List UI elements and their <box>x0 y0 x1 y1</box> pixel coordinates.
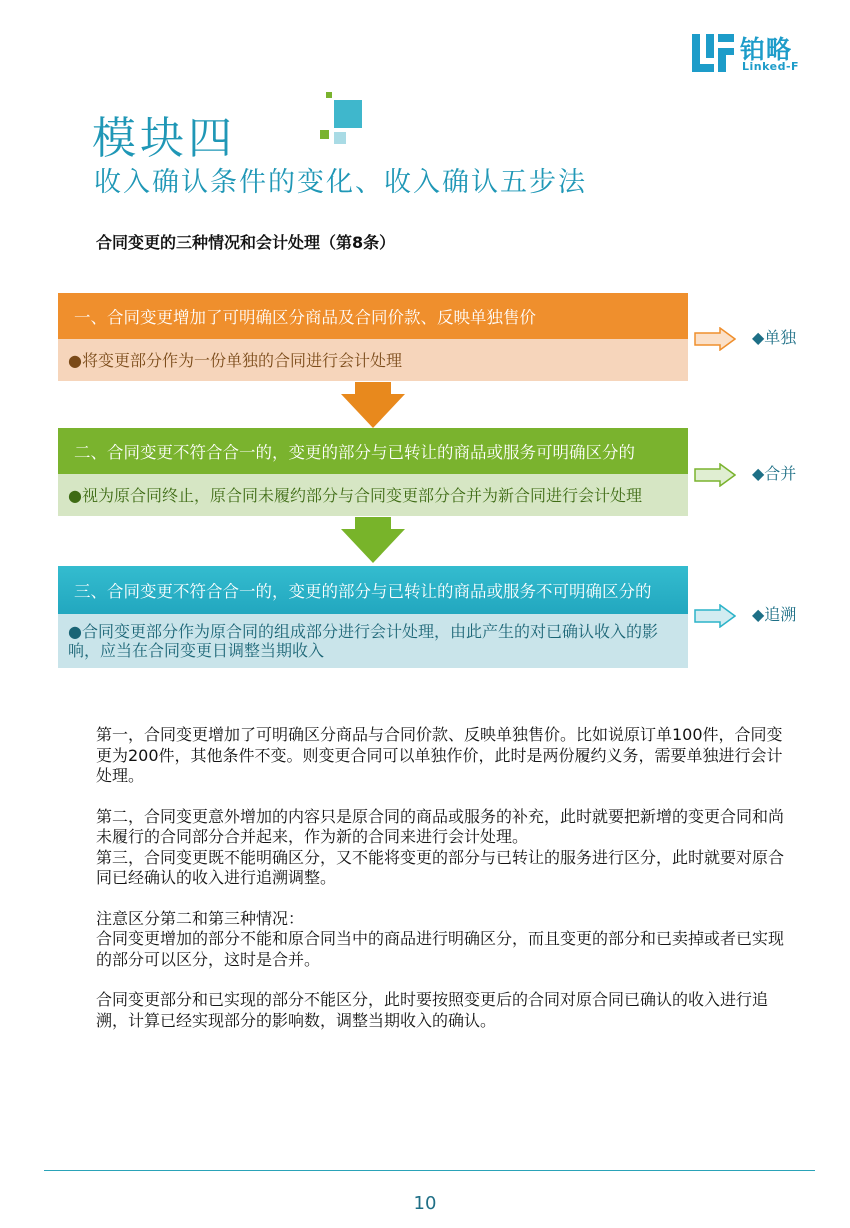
paragraph-note-retro: 合同变更部分和已实现的部分不能区分，此时要按照变更后的合同对原合同已确认的收入进行追溯，计算已经实现部分的影响数，调整当期收入的确认。 <box>96 990 769 1030</box>
case-3-heading: 三、合同变更不符合合一的，变更的部分与已转让的商品或服务不可明确区分的 <box>58 566 688 614</box>
down-arrow-orange-icon <box>341 382 405 428</box>
paragraph-third: 第三，合同变更既不能明确区分，又不能将变更的部分与已转让的服务进行区分，此时就要对原合同已经确认的收入进行追溯调整。 <box>96 847 785 887</box>
case-1-arrow-right-icon <box>694 327 736 351</box>
case-1-result-tag: ◆单独 <box>752 328 797 347</box>
logo-english-text: Linked-F <box>742 60 800 73</box>
case-2-arrow-right-icon <box>694 463 736 487</box>
explanation-text <box>96 725 796 1031</box>
case-2-heading: 二、合同变更不符合合一的，变更的部分与已转让的商品或服务可明确区分的 <box>58 428 688 474</box>
logo-mark-icon <box>692 34 734 72</box>
case-1-heading: 一、合同变更增加了可明确区分商品及合同价款、反映单独售价 <box>58 293 688 339</box>
page-number: 10 <box>413 1193 437 1214</box>
deco-square-large <box>334 100 362 128</box>
case-3-arrow-right-icon <box>694 604 736 628</box>
case-3-result-tag: ◆追溯 <box>752 605 797 624</box>
case-3-detail: ●合同变更部分作为原合同的组成部分进行会计处理，由此产生的对已确认收入的影响，应当在合同变更日调整当期收入 <box>58 614 688 668</box>
deco-square-small-top <box>326 92 332 98</box>
case-2-detail: ●视为原合同终止，原合同未履约部分与合同变更部分合并为新合同进行会计处理 <box>58 474 688 516</box>
footer-divider <box>44 1170 815 1171</box>
paragraph-note-heading: 注意区分第二和第三种情况： <box>96 908 305 928</box>
section-heading: 合同变更的三种情况和会计处理（第8条） <box>96 233 396 252</box>
case-1-detail: ●将变更部分作为一份单独的合同进行会计处理 <box>58 339 688 381</box>
module-title: 模块四 <box>92 113 236 164</box>
module-subtitle: 收入确认条件的变化、收入确认五步法 <box>94 167 587 198</box>
paragraph-first: 第一，合同变更增加了可明确区分商品与合同价款、反映单独售价。比如说原订单100件，合同变更为200件，其他条件不变。则变更合同可以单独作价，此时是两份履约义务，需要单独进行会计处理。 <box>96 725 783 785</box>
logo-chinese-text: 铂略 <box>740 35 793 64</box>
deco-square-green <box>320 130 329 139</box>
down-arrow-green-icon <box>341 517 405 563</box>
company-logo <box>692 30 812 76</box>
paragraph-second: 第二，合同变更意外增加的内容只是原合同的商品或服务的补充，此时就要把新增的变更合同和尚未履行的合同部分合并起来，作为新的合同来进行会计处理。 <box>96 806 785 846</box>
deco-square-light <box>334 132 346 144</box>
case-2-result-tag: ◆合并 <box>752 464 797 483</box>
paragraph-note-merge: 合同变更增加的部分不能和原合同当中的商品进行明确区分，而且变更的部分和已卖掉或者已实现的部分可以区分，这时是合并。 <box>96 929 785 969</box>
